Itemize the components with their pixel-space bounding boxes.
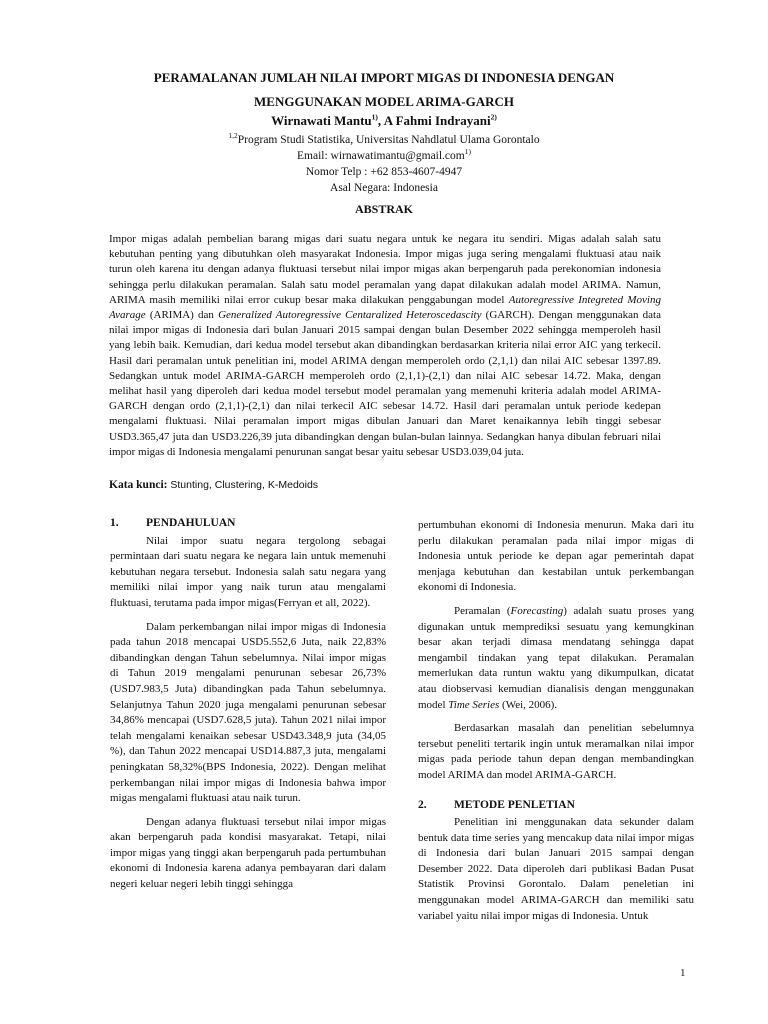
intro-paragraph-1: Nilai impor suatu negara tergolong sebagai permintaan dari suatu negara ke negara lain untuk memenuhi kebutuhan negara tersebut. Indonesia salah satu negara yang memiliki nilai impor yang naik turun atau mengalami fluktuasi, terutama pada impor migas(Ferryan et all, 2022). [110, 534, 386, 609]
intro-paragraph-5: Berdasarkan masalah dan penelitian sebelumnya tersebut peneliti tertarik ingin untuk meramalkan nilai impor migas pada periode tahun depan dengan membandingkan model ARIMA dan model ARIMA-GARCH. [418, 722, 694, 781]
right-column [418, 518, 694, 932]
p5-text-b: ) adalah suatu proses yang digunakan untuk memprediksi sesuatu yang kemungkinan besar akan terjadi dimasa mendatang sehingga dapat mengambil tindakan yang tepat dilakukan. Peramalan memerlukan data runtun waktu yang dikumpulkan, dicatat atau diobservasi kemudian dianalisis dengan menggunakan model [418, 604, 695, 711]
abstract-text-a: Impor migas adalah pembelian barang migas dari suatu negara untuk ke negara itu sendiri. Migas adalah salah satu kebutuhan penting yang dibutuhkan oleh masyarakat Indonesia. Impor migas juga sering mengalami fluktuasi atau naik turun oleh karena itu dengan adanya fluktuasi tersebut nilai impor migas akan berpengaruh pada perekonomian indonesia sehingga perlu dilakukan peramalan. Salah satu model peramalan yang dapat dilakukan adalah model ARIMA. Namun, ARIMA masih memiliki nilai error cukup besar maka dilakukan penggabungan model [109, 233, 661, 306]
email-sup: 1) [464, 147, 471, 157]
author-2-name: A Fahmi Indrayani [383, 113, 491, 128]
email-text: Email: wirnawatimantu@gmail.com [297, 150, 465, 162]
abstract-body [109, 232, 661, 460]
title-line-1: PERAMALANAN JUMLAH NILAI IMPORT MIGAS DI INDONESIA DENGAN [153, 70, 615, 85]
keywords-line [109, 478, 661, 493]
section-2-number: 2. [418, 798, 427, 811]
p5-italic-time-series: Time Series [448, 698, 500, 711]
left-column [110, 516, 386, 901]
intro-paragraph-2: Dalam perkembangan nilai impor migas di Indonesia pada tahun 2018 mencapai USD5.552,6 Juta, naik 22,83% dibandingkan dengan Tahun sebelumnya. Nilai impor migas di Tahun 2019 mengalami penurunan sebesar 26,73% (USD7.983,5 Juta) dibandingkan pada Tahun sebelumnya. Selanjutnya Tahun 2020 juga mengalami penurunan sebesar 34,86% mencapai (USD7.628,5 juta). Tahun 2021 nilai impor telah mengalami kenaikan sebesar USD43.348,9 juta (34,05 %), dan Tahun 2022 mencapai USD14.887,3 juta, mengalami peningkatan 58,32%(BPS Indonesia, 2022). Dengan melihat perkembangan nilai impor migas di Indonesia bahwa impor migas mengalami fluktuasi atau naik turun. [110, 620, 386, 805]
p5-italic-forecasting: Forecasting [510, 604, 564, 617]
p5-text-c: (Wei, 2006). [499, 698, 558, 711]
affiliation-line [110, 132, 658, 148]
keywords-value: Stunting, Clustering, K-Medoids [167, 479, 319, 491]
abstract-italic-arima: Autoregressive Integreted Moving Avarage [109, 293, 661, 322]
intro-paragraph-4 [418, 604, 694, 713]
author-1-name: Wirnawati Mantu [271, 113, 372, 128]
abstract-italic-garch: Generalized Autoregressive Centaralized Heteroscedascity [218, 309, 482, 322]
abstract-text-c: (GARCH). Dengan menggunakan data nilai impor migas di Indonesia dari bulan Januari 2015 sampai dengan bulan Desember 2022 sehingga memperoleh hasil yang lebih baik. Kemudian, dari kedua model tersebut akan dibandingkan berdasarkan kriteria nilai error AIC yang terkecil. Hasil dari peramalan untuk penelitian ini, model ARIMA dengan memperoleh ordo (2,1,1) dan nilai AIC sebesar 1397.89. Sedangkan untuk model ARIMA-GARCH memperoleh ordo (2,1,1)-(2,1) dan nilai AIC sebesar 14.72. Maka, dengan melihat hasil yang diperoleh dari kedua model tersebut model peramalan yang memenuhi kriteria adalah model ARIMA-GARCH dengan ordo (2,1,1)-(2,1) dan nilai terkecil AIC sebesar 14.72. Hasil dari peramalan untuk periode kedepan mengalami fluktuasi. Nilai peramalan import migas dibulan Januari dan Maret kenaikannya lebih tinggi sebesar USD3.365,47 juta dan USD3.226,39 juta dibandingkan dengan bulan-bulan lainnya. Sedangkan hanya dibulan februari nilai impor migas di Indonesia mengalami penurunan sangat besar yaitu sebesar USD3.039,04 juta. [109, 309, 661, 458]
title-line-2: MENGGUNAKAN MODEL ARIMA-GARCH [254, 94, 514, 109]
section-1-title: PENDAHULUAN [146, 517, 236, 529]
country-line: Asal Negara: Indonesia [330, 182, 438, 194]
keywords-label: Kata kunci: [109, 479, 168, 491]
author-list [110, 113, 658, 129]
section-2-heading [418, 798, 694, 814]
page-number: 1 [680, 967, 686, 979]
email-line [110, 148, 658, 164]
author-2-sup: 2) [490, 112, 497, 122]
abstract-text-b: (ARIMA) dan [145, 309, 219, 322]
paper-title [110, 66, 658, 114]
section-2-title: METODE PENLETIAN [454, 798, 575, 811]
author-1-sup: 1) [371, 112, 378, 122]
abstract-heading: ABSTRAK [354, 202, 413, 216]
intro-paragraph-3-continued: pertumbuhan ekonomi di Indonesia menurun. Maka dari itu perlu dilakukan peramalan pada nilai impor migas di Indonesia untuk periode ke depan agar pemerintah dapat menjaga kebutuhan dan kestabilan untuk perkembangan ekonomi di Indonesia. [418, 519, 694, 594]
affiliation-text: Program Studi Statistika, Universitas Nahdlatul Ulama Gorontalo [237, 134, 540, 146]
phone-line: Nomor Telp : +62 853-4607-4947 [305, 166, 463, 178]
method-paragraph-1: Penelitian ini menggunakan data sekunder dalam bentuk data time series yang mencakup data nilai impor migas di Indonesia dari bulan Januari 2015 sampai dengan Desember 2022. Data diperoleh dari publikasi Badan Pusat Statistik Provinsi Gorontalo. Dalam peneletian ini menggunakan model ARIMA-GARCH dan memiliki satu variabel yaitu nilai impor migas di Indonesia. Untuk [418, 816, 694, 922]
section-1-number: 1. [110, 517, 119, 529]
section-1-heading [110, 516, 386, 532]
intro-paragraph-3: Dengan adanya fluktuasi tersebut nilai impor migas akan berpengaruh pada kondisi masyarakat. Tetapi, nilai impor migas yang tinggi akan berpengaruh pada pertumbuhan ekonomi di Indonesia karena adanya pembayaran dari dalam negeri keluar negeri lebih tinggi sehingga [110, 815, 386, 891]
affiliation-sup: 1,2 [228, 131, 238, 141]
p5-text-a: Peramalan ( [454, 604, 511, 617]
author-separator: , [377, 113, 384, 128]
affiliation-block [110, 132, 658, 196]
